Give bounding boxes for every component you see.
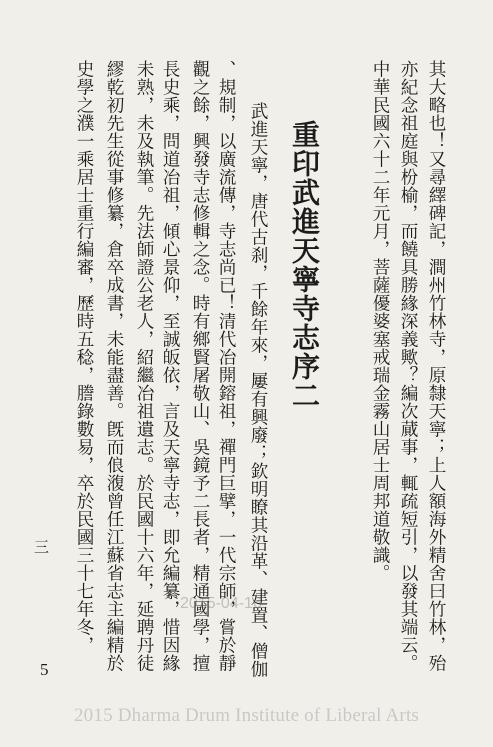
page-number-chinese: 三 [34, 538, 50, 556]
text-column-7: 史學之濮一乘居士重行編審，歷時五稔，謄錄數易，卒於民國三十七年冬， [74, 60, 94, 654]
text-column-6: 繆乾初先生從事修纂，倉卒成書，未能盡善。旣而俍澓曾任江蘇省志主編精於 [104, 60, 124, 672]
page-number: 5 [40, 660, 49, 679]
watermark: 2015 Dharma Drum Institute of Liberal Arts [73, 705, 420, 726]
signature-line: 中華民國六十二年元月，菩薩優婆塞戒瑞金霧山居士周邦道敬識。 [370, 60, 390, 582]
text-column-prev-1: 其大略也！又尋繹碑記，澗州竹林寺，原隸天寧；上人額海外精舍曰竹林，殆 [426, 60, 446, 672]
text-column-4: 長史乘，問道冶祖，傾心景仰，至誠皈依，言及天寧寺志，即允編纂，惜因緣 [160, 60, 180, 672]
text-column-2: 、規制，以廣流傳，寺志尚已！清代冶開鎔祖，禪門巨擘，一代宗師，嘗於靜 [216, 60, 236, 672]
date-stamp: 2015-04-16 [180, 595, 262, 612]
text-column-5: 未熟，未及執筆。先法師證公老人，紹繼冶祖遺志。於民國十六年，延聘丹徒 [134, 60, 154, 672]
preface-title: 重印武進天寧寺志序二 [288, 120, 321, 410]
text-column-1: 武進天寧，唐代古刹，千餘年來，屢有興廢；欽明瞭其沿革、建置、僧伽 [248, 102, 268, 678]
text-column-prev-2: 亦紀念祖庭與枌榆，而饒具勝緣深義歟？編次蕆事，輒疏短引，以發其端云。 [398, 60, 418, 672]
text-column-3: 觀之餘，興發寺志修輯之念。時有鄉賢屠敬山、吳鏡予二長者，精通國學，擅 [190, 60, 210, 672]
